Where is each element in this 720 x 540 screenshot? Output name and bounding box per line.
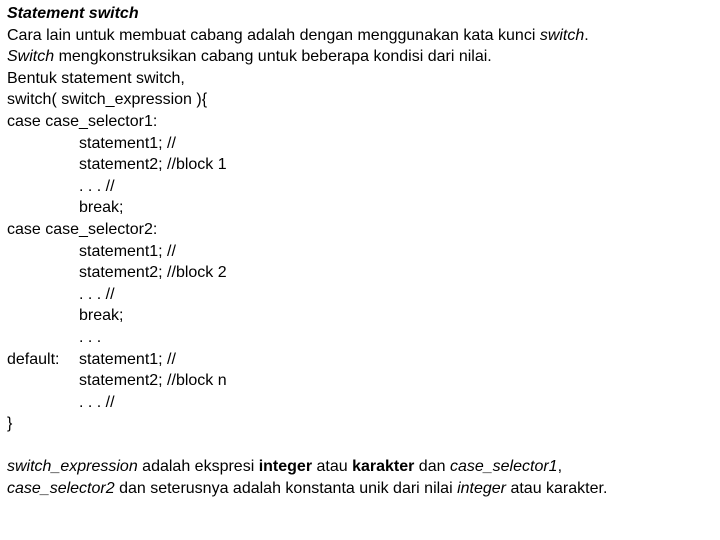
code-line: . . . //	[79, 177, 115, 195]
term-case-selector-1: case_selector1	[449, 458, 558, 476]
footer-text: atau	[312, 458, 353, 476]
intro-text: Cara lain untuk membuat cabang adalah dengan menggunakan kata kunci	[7, 26, 540, 44]
case-1-label: case case_selector1:	[7, 112, 158, 130]
spacer	[7, 435, 715, 457]
code-line: break;	[79, 307, 124, 325]
term-case-selector-2: case_selector2	[7, 480, 115, 498]
default-label: default:	[7, 350, 60, 368]
code-open: switch( switch_expression ){	[7, 91, 208, 109]
footer-text: atau karakter.	[506, 480, 608, 498]
document	[7, 3, 715, 500]
intro-line-1	[7, 25, 715, 47]
footer-line-1	[7, 456, 715, 478]
term-karakter: karakter	[352, 458, 415, 476]
term-switch-expression: switch_expression	[7, 458, 138, 476]
case-2-label: case case_selector2:	[7, 220, 158, 238]
code-line: statement2; //block 1	[79, 156, 227, 174]
footer-text: adalah ekspresi	[137, 458, 259, 476]
code-line: statement2; //block 2	[79, 264, 227, 282]
code-line: statement1; //	[79, 350, 176, 368]
intro-text-2: mengkonstruksikan cabang untuk beberapa kondisi dari nilai.	[54, 48, 492, 66]
term-integer: integer	[258, 458, 313, 476]
code-line: statement2; //block n	[79, 372, 227, 390]
intro-period: .	[584, 26, 589, 44]
code-line: statement1; //	[79, 242, 176, 260]
default-row	[7, 349, 715, 371]
form-label: Bentuk statement switch,	[7, 69, 185, 87]
term-integer-italic: integer	[457, 480, 506, 498]
code-line: statement1; //	[79, 134, 176, 152]
footer-text: dan seterusnya adalah konstanta unik dari nilai	[114, 480, 458, 498]
code-close: }	[7, 415, 13, 433]
footer-line-2	[7, 478, 715, 500]
code-line: . . . //	[79, 393, 115, 411]
intro-keyword: switch	[539, 26, 585, 44]
code-line: break;	[79, 199, 124, 217]
footer-text: dan	[414, 458, 450, 476]
intro-line-2	[7, 46, 715, 68]
intro-keyword-2: Switch	[7, 48, 55, 66]
code-line: . . . //	[79, 285, 115, 303]
heading: Statement switch	[7, 5, 139, 22]
footer-text: ,	[557, 458, 563, 476]
code-line: . . .	[79, 328, 102, 346]
